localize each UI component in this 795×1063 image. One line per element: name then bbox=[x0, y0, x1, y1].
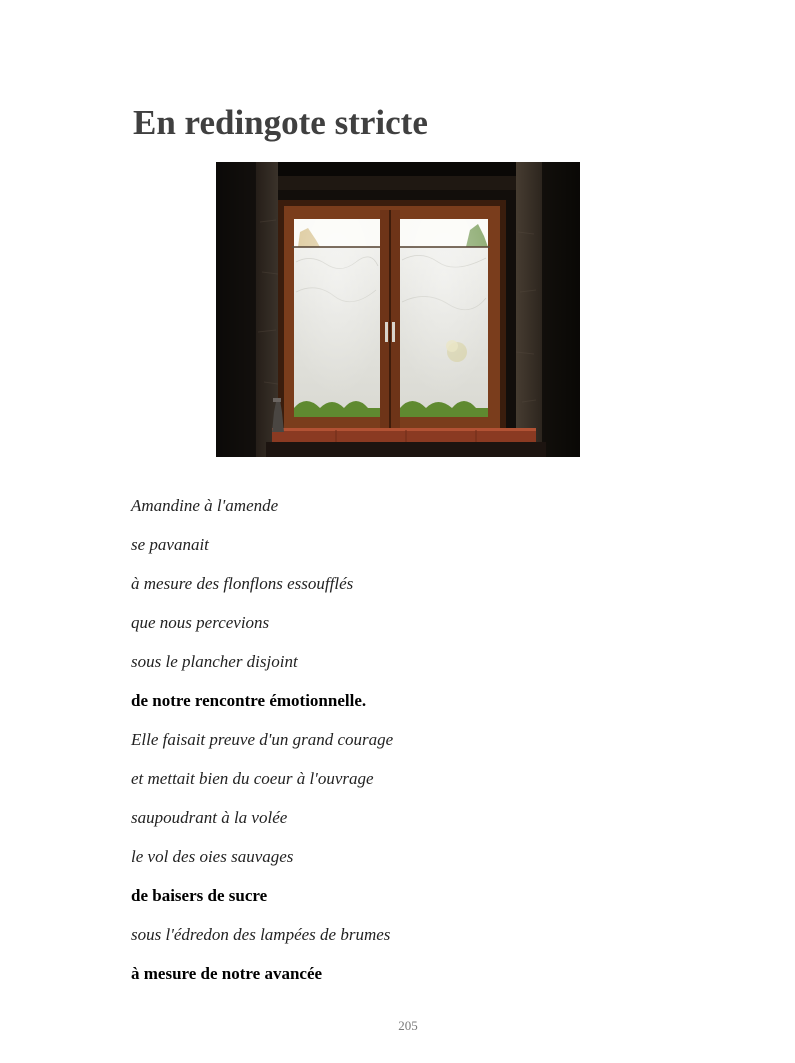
poem-line: sous l'édredon des lampées de brumes bbox=[131, 925, 391, 944]
poem-line: de baisers de sucre bbox=[131, 886, 268, 905]
poem-line: de notre rencontre émotionnelle. bbox=[131, 691, 367, 710]
poem-stanza bbox=[131, 492, 393, 999]
poem-line: Amandine à l'amende bbox=[131, 496, 279, 515]
window-photo bbox=[216, 162, 580, 457]
poem-line: sous le plancher disjoint bbox=[131, 652, 298, 671]
poem-line: se pavanait bbox=[131, 535, 209, 554]
poem-line: à mesure de notre avancée bbox=[131, 964, 323, 983]
poem-line: à mesure des flonflons essoufflés bbox=[131, 574, 354, 593]
poem-line: et mettait bien du coeur à l'ouvrage bbox=[131, 769, 374, 788]
page-number: 205 bbox=[398, 1018, 418, 1033]
poem-line: Elle faisait preuve d'un grand courage bbox=[131, 730, 394, 749]
poem-title: En redingote stricte bbox=[133, 103, 428, 142]
poem-line: que nous percevions bbox=[131, 613, 270, 632]
poem-line: saupoudrant à la volée bbox=[131, 808, 288, 827]
poem-line: le vol des oies sauvages bbox=[131, 847, 294, 866]
